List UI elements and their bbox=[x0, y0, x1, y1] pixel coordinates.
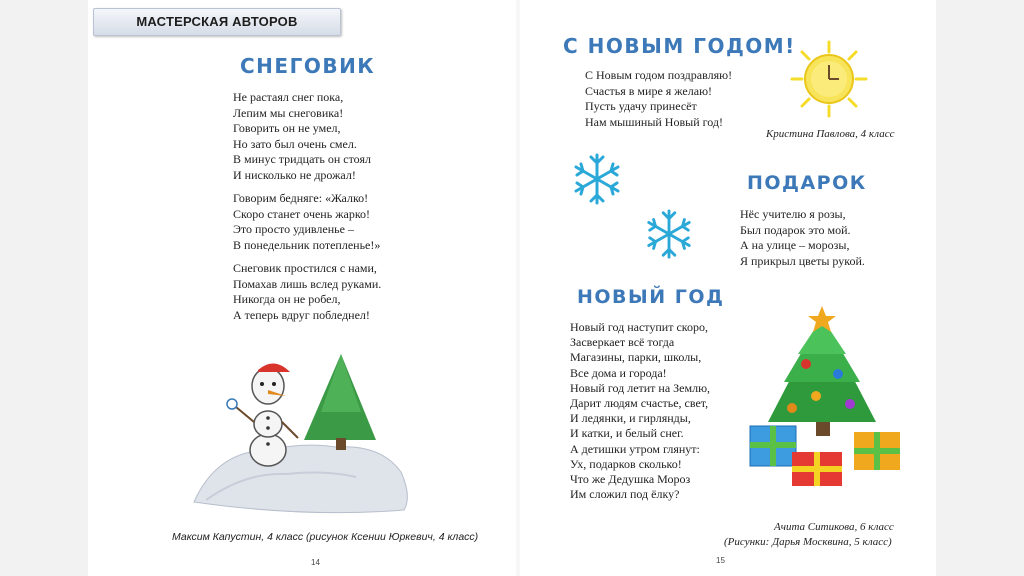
poem-line: И катки, и белый снег. bbox=[570, 426, 684, 441]
poem-snegovik bbox=[233, 90, 381, 331]
poem-line: Я прикрыл цветы рукой. bbox=[740, 253, 865, 268]
poem-line: Засверкает всё тогда bbox=[570, 335, 675, 350]
section-header: МАСТЕРСКАЯ АВТОРОВ bbox=[93, 8, 341, 36]
poem-s-novym-godom bbox=[585, 68, 732, 130]
poem-line: А детишки утром глянут: bbox=[570, 441, 700, 456]
poem-line: Говорить он не умел, bbox=[233, 121, 341, 135]
poem-line: Не растаял снег пока, bbox=[233, 90, 344, 104]
poem-title-novy-god: НОВЫЙ ГОД bbox=[577, 286, 725, 308]
author-caption-poem1: Кристина Павлова, 4 класс bbox=[766, 128, 895, 140]
stanza bbox=[233, 191, 381, 253]
author-caption-right: Ачита Ситикова, 6 класс bbox=[774, 521, 894, 533]
poem-line: Снеговик простился с нами, bbox=[233, 261, 377, 275]
sun-clock-icon bbox=[790, 40, 868, 118]
poem-line: И нисколько не дрожал! bbox=[233, 167, 356, 182]
poem-line: Новый год наступит скоро, bbox=[570, 320, 708, 334]
book-spine bbox=[516, 0, 520, 576]
poem-line: Помахав лишь вслед руками. bbox=[233, 276, 382, 291]
snowflake-icon bbox=[643, 208, 695, 260]
stanza bbox=[233, 261, 381, 323]
poem-line: И ледянки, и гирлянды, bbox=[570, 411, 691, 426]
poem-line: Нёс учителю я розы, bbox=[740, 207, 846, 221]
poem-line: Скоро станет очень жарко! bbox=[233, 206, 371, 221]
poem-line: Лепим мы снеговика! bbox=[233, 105, 344, 120]
christmas-tree-illustration bbox=[746, 304, 908, 490]
poem-line: Нам мышиный Новый год! bbox=[585, 114, 724, 129]
poem-line: Ух, подарков сколько! bbox=[570, 456, 682, 471]
poem-line: А на улице – морозы, bbox=[740, 238, 850, 252]
poem-line: Магазины, парки, школы, bbox=[570, 350, 702, 365]
poem-novy-god bbox=[570, 320, 710, 502]
poem-title-podarok: ПОДАРОК bbox=[747, 172, 867, 194]
poem-line: Что же Дедушка Мороз bbox=[570, 472, 691, 487]
poem-line: Говорим бедняге: «Жалко! bbox=[233, 191, 369, 205]
poem-line: Им сложил под ёлку? bbox=[570, 487, 680, 502]
stanza bbox=[233, 90, 381, 183]
poem-line: С Новым годом поздравляю! bbox=[585, 68, 733, 82]
poem-line: Никогда он не робел, bbox=[233, 292, 341, 306]
poem-line: Все дома и города! bbox=[570, 365, 667, 380]
poem-line: Новый год летит на Землю, bbox=[570, 380, 711, 395]
poem-title-snegovik: СНЕГОВИК bbox=[240, 54, 376, 78]
poem-line: В понедельник потепленье!» bbox=[233, 237, 381, 252]
page-number-right: 15 bbox=[716, 556, 725, 565]
right-margin bbox=[936, 0, 1024, 576]
poem-line: Дарит людям счастье, свет, bbox=[570, 396, 709, 411]
poem-title-s-novym-godom: С НОВЫМ ГОДОМ! bbox=[563, 34, 796, 58]
page-number-left: 14 bbox=[311, 558, 320, 567]
snowman-illustration bbox=[186, 352, 416, 522]
poem-podarok bbox=[740, 207, 865, 269]
snowflake-icon bbox=[570, 152, 624, 206]
poem-line: Но зато был очень смел. bbox=[233, 136, 357, 151]
author-caption-left: Максим Капустин, 4 класс (рисунок Ксении Юркевич, 4 класс) bbox=[172, 531, 479, 543]
illustration-credit-right: (Рисунки: Дарья Москвина, 5 класс) bbox=[724, 536, 892, 548]
poem-line: В минус тридцать он стоял bbox=[233, 152, 371, 166]
poem-line: А теперь вдруг побледнел! bbox=[233, 307, 370, 322]
poem-line: Счастья в мире я желаю! bbox=[585, 83, 713, 98]
poem-line: Был подарок это мой. bbox=[740, 222, 851, 237]
left-margin bbox=[0, 0, 88, 576]
poem-line: Пусть удачу принесёт bbox=[585, 99, 697, 113]
poem-line: Это просто удивленье – bbox=[233, 222, 354, 236]
